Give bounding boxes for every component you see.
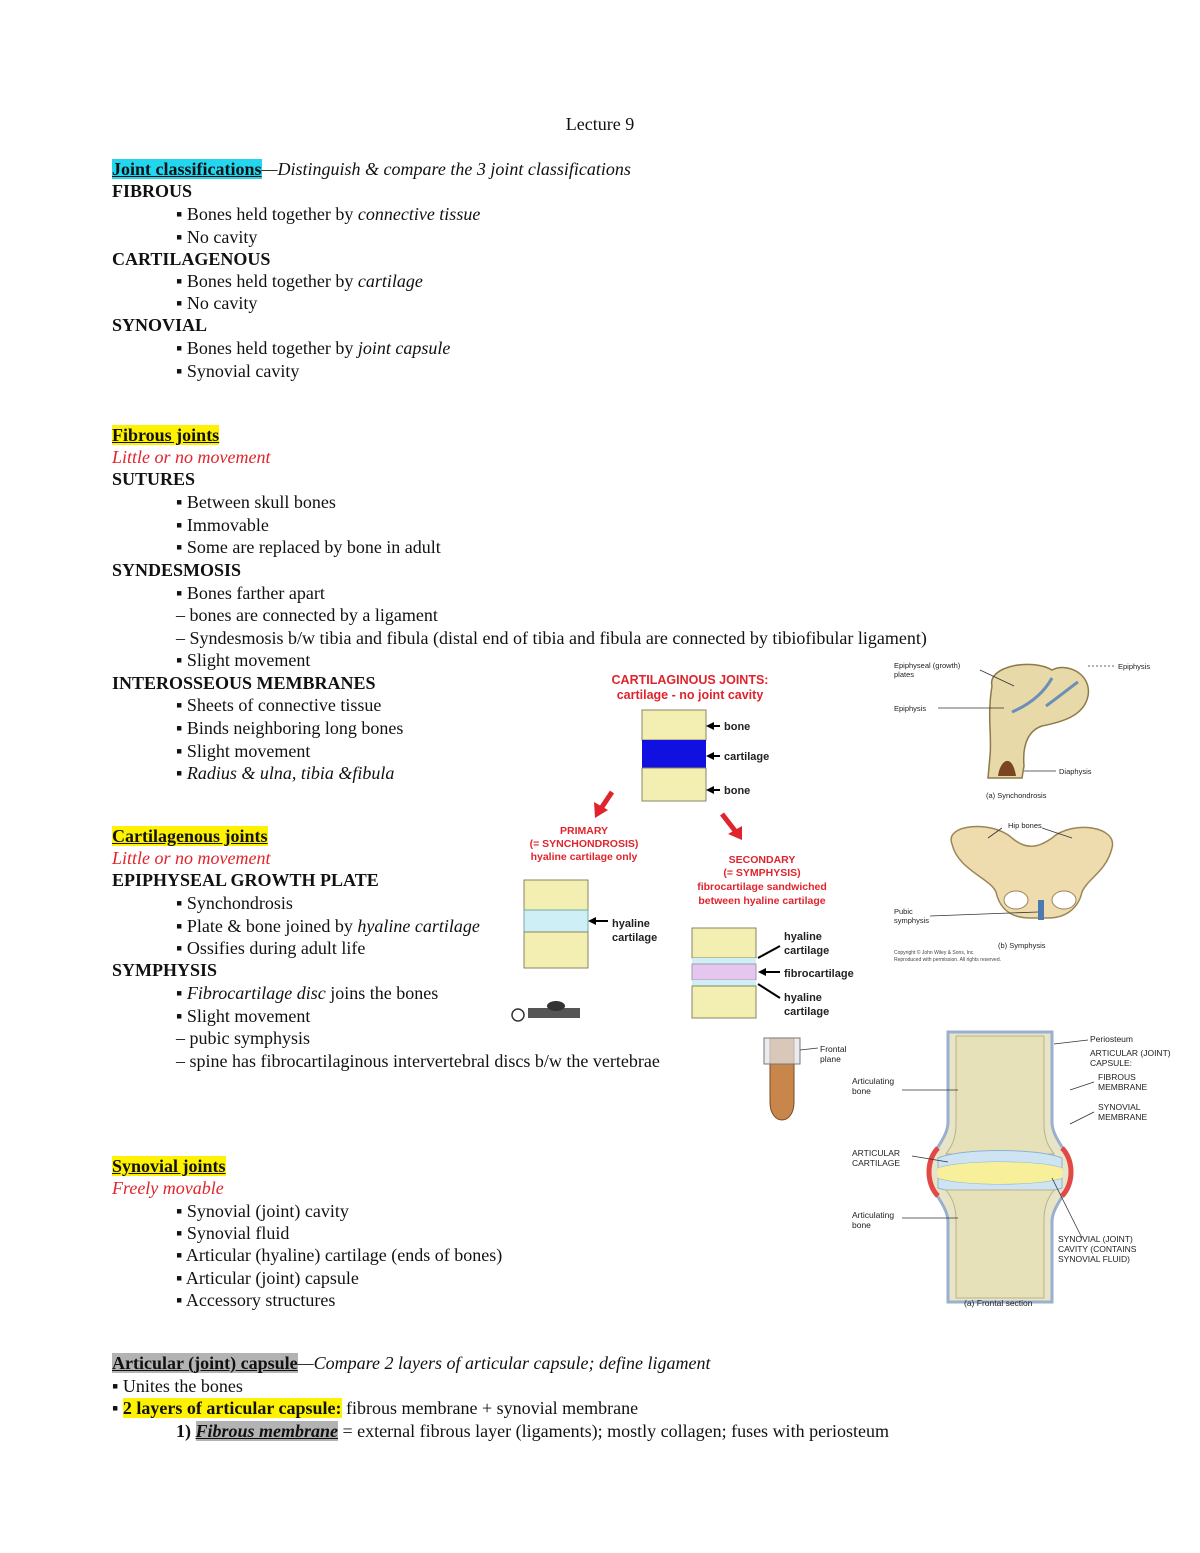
fibrous-label: FIBROUS [112, 181, 193, 201]
secondary-label: fibrocartilage sandwiched [697, 881, 827, 893]
list-item [112, 1398, 638, 1418]
list-item [176, 1268, 359, 1288]
label-hyaline: cartilage [784, 1006, 830, 1018]
text: joins the bones [325, 983, 439, 1003]
label: CARTILAGE [852, 1158, 901, 1168]
figure-caption: (b) Symphysis [998, 941, 1046, 950]
text: Bones farther apart [186, 583, 325, 603]
list-item [176, 271, 423, 291]
bullet: ▪ [176, 650, 183, 670]
list-item [176, 650, 310, 670]
text-highlight: Fibrous membrane [195, 1421, 339, 1441]
hyaline-block [524, 910, 588, 932]
pointer-line [758, 984, 780, 998]
capsule-heading: Articular (joint) capsule [112, 1353, 298, 1373]
text: Immovable [186, 515, 269, 535]
label-fibrocartilage: fibrocartilage [784, 968, 854, 980]
label: Articulating [852, 1076, 895, 1086]
bullet: ▪ [112, 1398, 119, 1418]
text: No cavity [186, 293, 258, 313]
capsule-heading-line [112, 1353, 710, 1373]
bullet: ▪ [176, 293, 183, 313]
label-hyaline: hyaline [784, 992, 822, 1004]
page-title: Lecture 9 [565, 114, 635, 134]
hyaline-block [692, 958, 756, 964]
text: Synovial fluid [186, 1223, 290, 1243]
list-item [176, 695, 381, 715]
label: bone [852, 1220, 871, 1230]
text: Synovial cavity [186, 361, 300, 381]
synovial-heading-line [112, 1156, 226, 1176]
list-item [176, 938, 365, 958]
bullet: ▪ [176, 938, 183, 958]
list-item [112, 1376, 243, 1396]
label-bone: bone [724, 721, 751, 733]
bullet: ▪ [176, 695, 183, 715]
bullet: ▪ [176, 227, 183, 247]
text: Synchondrosis [186, 893, 293, 913]
bullet: ▪ [176, 983, 183, 1003]
list-item [176, 204, 480, 224]
bullet: ▪ [176, 1223, 183, 1243]
pointer-line [1070, 1082, 1094, 1090]
text-italic: hyaline cartilage [357, 916, 480, 936]
label: Diaphysis [1059, 767, 1092, 776]
label-hyaline: cartilage [612, 932, 658, 944]
label-bone: bone [724, 785, 751, 797]
bone-block [642, 710, 706, 740]
dash-item: – spine has fibrocartilaginous intervertebral discs b/w the vertebrae [176, 1051, 660, 1071]
list-item [176, 1006, 310, 1026]
dash: — [297, 1353, 314, 1373]
text: fibrous membrane + synovial membrane [341, 1398, 639, 1418]
text-italic: cartilage [357, 271, 423, 291]
text: Between skull bones [186, 492, 336, 512]
secondary-label: SECONDARY [728, 854, 796, 866]
bullet: ▪ [176, 537, 183, 557]
label: Epiphyseal (growth) [894, 661, 961, 670]
bullet: ▪ [176, 338, 183, 358]
label: SYNOVIAL [1098, 1102, 1141, 1112]
pelvis-shape [951, 827, 1112, 918]
obturator-foramen [1052, 891, 1076, 909]
list-item [176, 1290, 335, 1310]
label: Periosteum [1090, 1034, 1133, 1044]
publisher-logo [512, 1001, 580, 1021]
hyaline-block [692, 980, 756, 986]
text: Some are replaced by bone in adult [186, 537, 441, 557]
dash-item: – bones are connected by a ligament [176, 605, 438, 625]
bone-block [524, 932, 588, 968]
text: Sheets of connective tissue [186, 695, 382, 715]
pointer-line [758, 946, 780, 958]
label: Hip bones [1008, 821, 1042, 830]
list-item [176, 1223, 289, 1243]
list-item [176, 893, 293, 913]
label: FIBROUS [1098, 1072, 1136, 1082]
item-number: 1) [176, 1421, 196, 1441]
cartilagenous-heading-line [112, 826, 268, 846]
pointer-line [1070, 1112, 1094, 1124]
classifications-subtitle: Distinguish & compare the 3 joint classifications [277, 159, 631, 179]
movement-note: Little or no movement [112, 447, 271, 467]
list-item [176, 293, 257, 313]
label: CAPSULE: [1090, 1058, 1133, 1068]
figure-caption: (a) Synchondrosis [986, 791, 1047, 800]
label-hyaline: hyaline [612, 918, 650, 930]
label: Frontal [820, 1044, 847, 1054]
label: bone [852, 1086, 871, 1096]
bullet: ▪ [176, 361, 183, 381]
label-cartilage: cartilage [724, 751, 770, 763]
bullet: ▪ [176, 718, 183, 738]
list-item [176, 741, 310, 761]
text: Synovial (joint) cavity [186, 1201, 349, 1221]
bullet: ▪ [176, 1245, 183, 1265]
secondary-label: between hyaline cartilage [698, 895, 826, 907]
label: CAVITY (CONTAINS [1058, 1244, 1137, 1254]
logo-mark [547, 1001, 565, 1011]
list-item [176, 583, 325, 603]
bone-block [692, 986, 756, 1018]
capsule-subtitle: Compare 2 layers of articular capsule; define ligament [313, 1353, 711, 1373]
syndesmosis-label: SYNDESMOSIS [112, 560, 242, 580]
fibrous-heading: Fibrous joints [112, 425, 220, 445]
bullet: ▪ [176, 893, 183, 913]
list-item [176, 1421, 889, 1441]
primary-label: (= SYNCHONDROSIS) [529, 838, 639, 850]
list-item [176, 983, 438, 1003]
fibrous-heading-line [112, 425, 219, 445]
bullet: ▪ [176, 204, 183, 224]
arrowhead-icon [706, 786, 714, 794]
articulating-bone [946, 1190, 1054, 1298]
list-item [176, 1201, 349, 1221]
label: ARTICULAR [852, 1148, 901, 1158]
bullet: ▪ [176, 916, 183, 936]
bullet: ▪ [176, 515, 183, 535]
obturator-foramen [1004, 891, 1028, 909]
synovial-joint-figure [752, 1030, 1192, 1312]
text: Accessory structures [185, 1290, 336, 1310]
list-item [176, 361, 299, 381]
text: Bones held together by [186, 338, 358, 358]
dash-item: – Syndesmosis b/w tibia and fibula (distal end of tibia and fibula are connected by tibiofibular ligament) [176, 628, 927, 648]
text: No cavity [186, 227, 258, 247]
bullet: ▪ [176, 492, 183, 512]
pubic-symphysis-disc [1038, 900, 1044, 920]
diagram-title: CARTILAGINOUS JOINTS: [611, 673, 769, 687]
label: ARTICULAR (JOINT) [1090, 1048, 1171, 1058]
text-highlight: 2 layers of articular capsule: [122, 1398, 342, 1418]
arrowhead-icon [706, 722, 714, 730]
label: symphysis [894, 916, 930, 925]
text: Binds neighboring long bones [186, 718, 404, 738]
bullet: ▪ [112, 1376, 119, 1396]
list-item [176, 718, 403, 738]
label: SYNOVIAL FLUID) [1058, 1254, 1130, 1264]
text-italic: joint capsule [357, 338, 451, 358]
dash-item: – pubic symphysis [176, 1028, 311, 1048]
text-italic: connective tissue [357, 204, 481, 224]
arrowhead-icon [588, 917, 596, 925]
figure-caption: (a) Frontal section [964, 1298, 1033, 1308]
label: plane [820, 1054, 841, 1064]
femur-shape [988, 664, 1088, 778]
cartilagenous-label: CARTILAGENOUS [112, 249, 271, 269]
interosseous-label: INTEROSSEOUS MEMBRANES [112, 673, 376, 693]
diagram-subtitle: cartilage - no joint cavity [616, 688, 764, 702]
text: Articular (hyaline) cartilage (ends of bones) [185, 1245, 503, 1265]
symphysis-figure [892, 814, 1192, 972]
arrowhead-icon [758, 968, 766, 976]
label: Articulating [852, 1210, 895, 1220]
credit-text: Reproduced with permission. All rights reserved. [894, 957, 1001, 963]
bullet: ▪ [176, 271, 183, 291]
list-item [176, 338, 450, 358]
text: Slight movement [186, 741, 311, 761]
cartilagenous-heading: Cartilagenous joints [112, 826, 268, 846]
label: Epiphysis [1118, 662, 1151, 671]
frontal-plane [764, 1038, 800, 1064]
classifications-heading: Joint classifications [112, 159, 262, 179]
sutures-label: SUTURES [112, 469, 196, 489]
text-italic: Radius & ulna, tibia &fibula [186, 763, 395, 783]
secondary-label: (= SYMPHYSIS) [723, 867, 801, 879]
text: Bones held together by [186, 204, 358, 224]
pointer-line [800, 1048, 818, 1050]
synovial-cavity [938, 1162, 1062, 1184]
text: Slight movement [186, 1006, 311, 1026]
cartilage-block [642, 740, 706, 768]
dash: — [261, 159, 278, 179]
list-item [176, 537, 441, 557]
bullet: ▪ [176, 1006, 183, 1026]
list-item [176, 515, 269, 535]
articulating-bone [946, 1036, 1054, 1154]
list-item [176, 227, 257, 247]
credit-text: Copyright © John Wiley & Sons, Inc. [894, 950, 975, 956]
bullet: ▪ [176, 583, 183, 603]
arrowhead-icon [706, 752, 714, 760]
text: Ossifies during adult life [186, 938, 366, 958]
movement-note: Little or no movement [112, 848, 271, 868]
text-italic: Fibrocartilage disc [186, 983, 326, 1003]
fibrocartilage-block [692, 964, 756, 980]
bone-block [642, 768, 706, 801]
text: = external fibrous layer (ligaments); mostly collagen; fuses with periosteum [338, 1421, 890, 1441]
label: Pubic [894, 907, 913, 916]
classifications-heading-line [112, 159, 631, 179]
label-hyaline: hyaline [784, 931, 822, 943]
bone-block [692, 928, 756, 958]
synovial-label: SYNOVIAL [112, 315, 208, 335]
bullet: ▪ [176, 1201, 183, 1221]
text: Slight movement [186, 650, 311, 670]
text: Bones held together by [186, 271, 358, 291]
symphysis-label: SYMPHYSIS [112, 960, 218, 980]
synchondrosis-figure [892, 656, 1192, 806]
list-item [176, 916, 480, 936]
label: MEMBRANE [1098, 1112, 1148, 1122]
copyright-icon [512, 1009, 524, 1021]
bullet: ▪ [176, 763, 183, 783]
pointer-line [1054, 1040, 1088, 1044]
label-hyaline: cartilage [784, 945, 830, 957]
text: Unites the bones [122, 1376, 243, 1396]
primary-label: PRIMARY [559, 825, 609, 837]
bullet: ▪ [176, 1290, 183, 1310]
bullet: ▪ [176, 1268, 183, 1288]
primary-label: hyaline cartilage only [530, 851, 638, 863]
label: plates [894, 670, 915, 679]
epiphyseal-label: EPIPHYSEAL GROWTH PLATE [112, 870, 379, 890]
bullet: ▪ [176, 741, 183, 761]
list-item [176, 763, 394, 783]
cartilaginous-joints-diagram [500, 668, 870, 1030]
label: Epiphysis [894, 704, 927, 713]
list-item [176, 492, 336, 512]
bone-block [524, 880, 588, 910]
label: SYNOVIAL (JOINT) [1058, 1234, 1133, 1244]
synovial-heading: Synovial joints [112, 1156, 226, 1176]
label: MEMBRANE [1098, 1082, 1148, 1092]
list-item [176, 1245, 502, 1265]
text: Articular (joint) capsule [185, 1268, 359, 1288]
red-arrow-icon [722, 814, 736, 832]
movement-note: Freely movable [112, 1178, 224, 1198]
text: Plate & bone joined by [186, 916, 358, 936]
